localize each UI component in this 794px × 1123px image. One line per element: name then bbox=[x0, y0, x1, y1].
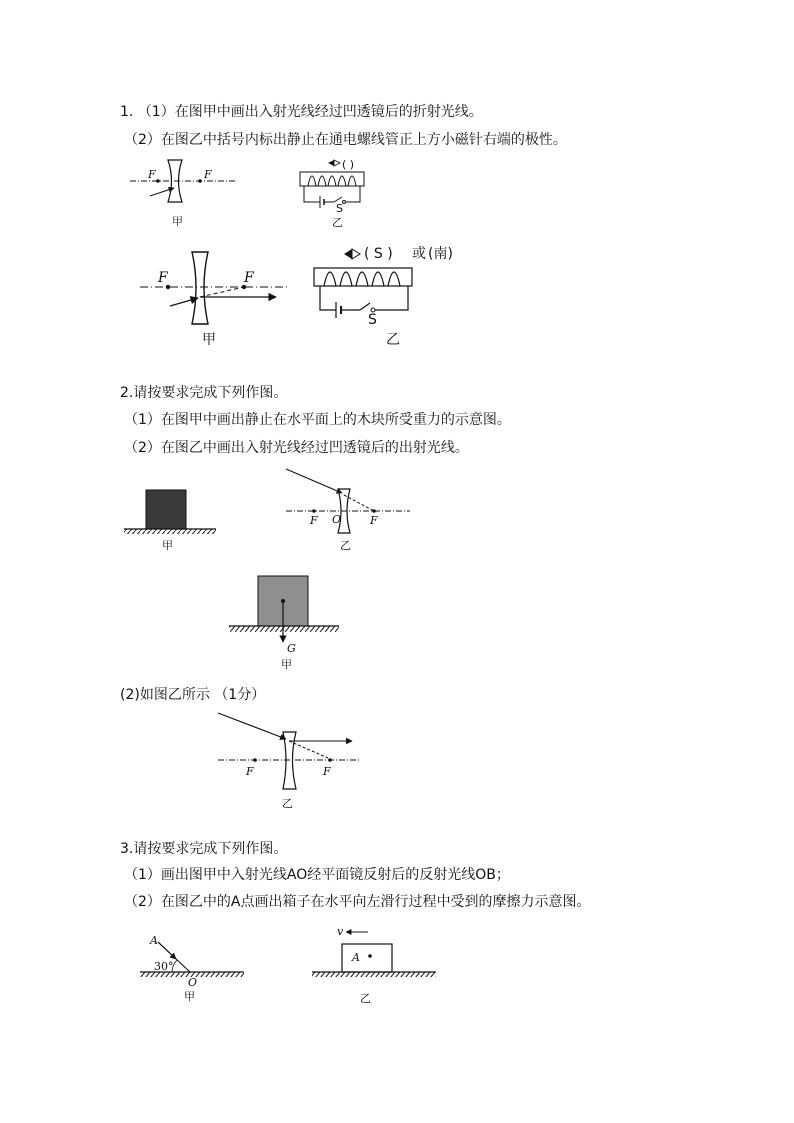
q1-small-figure bbox=[120, 150, 380, 230]
q3-figure bbox=[120, 918, 450, 1010]
q2-line2: （2）在图乙中画出入射光线经过凹透镜后的出射光线。 bbox=[124, 440, 469, 456]
q2-answer2-figure bbox=[210, 705, 370, 813]
pole-answer-s: ( S ) bbox=[364, 246, 393, 262]
focus-left-label: F bbox=[246, 765, 254, 778]
q1-line2: （2）在图乙中括号内标出静止在通电螺线管正上方小磁针右端的极性。 bbox=[124, 132, 567, 148]
velocity-label: v bbox=[337, 925, 344, 938]
q2-line0: 2.请按要求完成下列作图。 bbox=[120, 385, 288, 401]
center-label: O bbox=[332, 513, 342, 526]
pole-parentheses: ( ) bbox=[342, 158, 355, 171]
box-point-a-label: A bbox=[352, 951, 360, 964]
switch-label: S bbox=[368, 312, 377, 328]
caption-yi: 乙 bbox=[340, 539, 351, 552]
angle-label: 30° bbox=[154, 960, 174, 973]
q2-answer1-figure bbox=[225, 572, 345, 672]
incident-ray bbox=[170, 298, 198, 306]
focus-right-label: F bbox=[323, 765, 331, 778]
caption-jia: 甲 bbox=[281, 658, 292, 671]
q2-small-figure bbox=[120, 465, 420, 555]
incident-ray bbox=[286, 469, 342, 493]
caption-yi: 乙 bbox=[386, 332, 400, 348]
extension-line bbox=[200, 287, 244, 297]
sliding-box bbox=[342, 944, 392, 972]
caption-jia: 甲 bbox=[202, 332, 216, 348]
caption-yi: 乙 bbox=[332, 216, 343, 229]
q3-line1: （1）画出图甲中入射光线AO经平面镜反射后的反射光线OB； bbox=[124, 867, 510, 883]
focus-right-label: F bbox=[204, 168, 212, 181]
caption-yi: 乙 bbox=[360, 992, 371, 1005]
switch-label: S bbox=[336, 202, 343, 215]
focus-right-label: F bbox=[244, 270, 254, 286]
point-o-label: O bbox=[188, 976, 198, 989]
pole-answer-or: 或 bbox=[412, 246, 426, 262]
q3-line2: （2）在图乙中的A点画出箱子在水平向左滑行过程中受到的摩擦力示意图。 bbox=[124, 894, 591, 910]
incident-ray bbox=[218, 713, 286, 739]
q2-answer2-note: (2)如图乙所示 （1分） bbox=[120, 687, 266, 703]
wood-block bbox=[146, 490, 186, 529]
caption-jia: 甲 bbox=[172, 215, 183, 228]
caption-yi: 乙 bbox=[282, 797, 293, 810]
q1-line1: 1. （1）在图甲中画出入射光线经过凹透镜后的折射光线。 bbox=[120, 104, 483, 120]
dashed-line bbox=[289, 741, 328, 758]
gravity-label: G bbox=[287, 642, 296, 655]
focus-left-label: F bbox=[148, 168, 156, 181]
q1-answer-figure bbox=[130, 240, 500, 350]
q2-line1: （1）在图甲中画出静止在水平面上的木块所受重力的示意图。 bbox=[124, 412, 511, 428]
caption-jia: 甲 bbox=[162, 539, 173, 552]
concave-lens bbox=[192, 252, 208, 324]
focus-left-label: F bbox=[310, 514, 318, 527]
focus-right-label: F bbox=[370, 514, 378, 527]
focus-left-label: F bbox=[158, 270, 168, 286]
pole-answer-nan: (南) bbox=[428, 246, 453, 262]
q3-line0: 3.请按要求完成下列作图。 bbox=[120, 841, 288, 857]
point-a-label: A bbox=[150, 934, 158, 947]
dashed-line bbox=[344, 495, 374, 511]
caption-jia: 甲 bbox=[184, 990, 195, 1003]
